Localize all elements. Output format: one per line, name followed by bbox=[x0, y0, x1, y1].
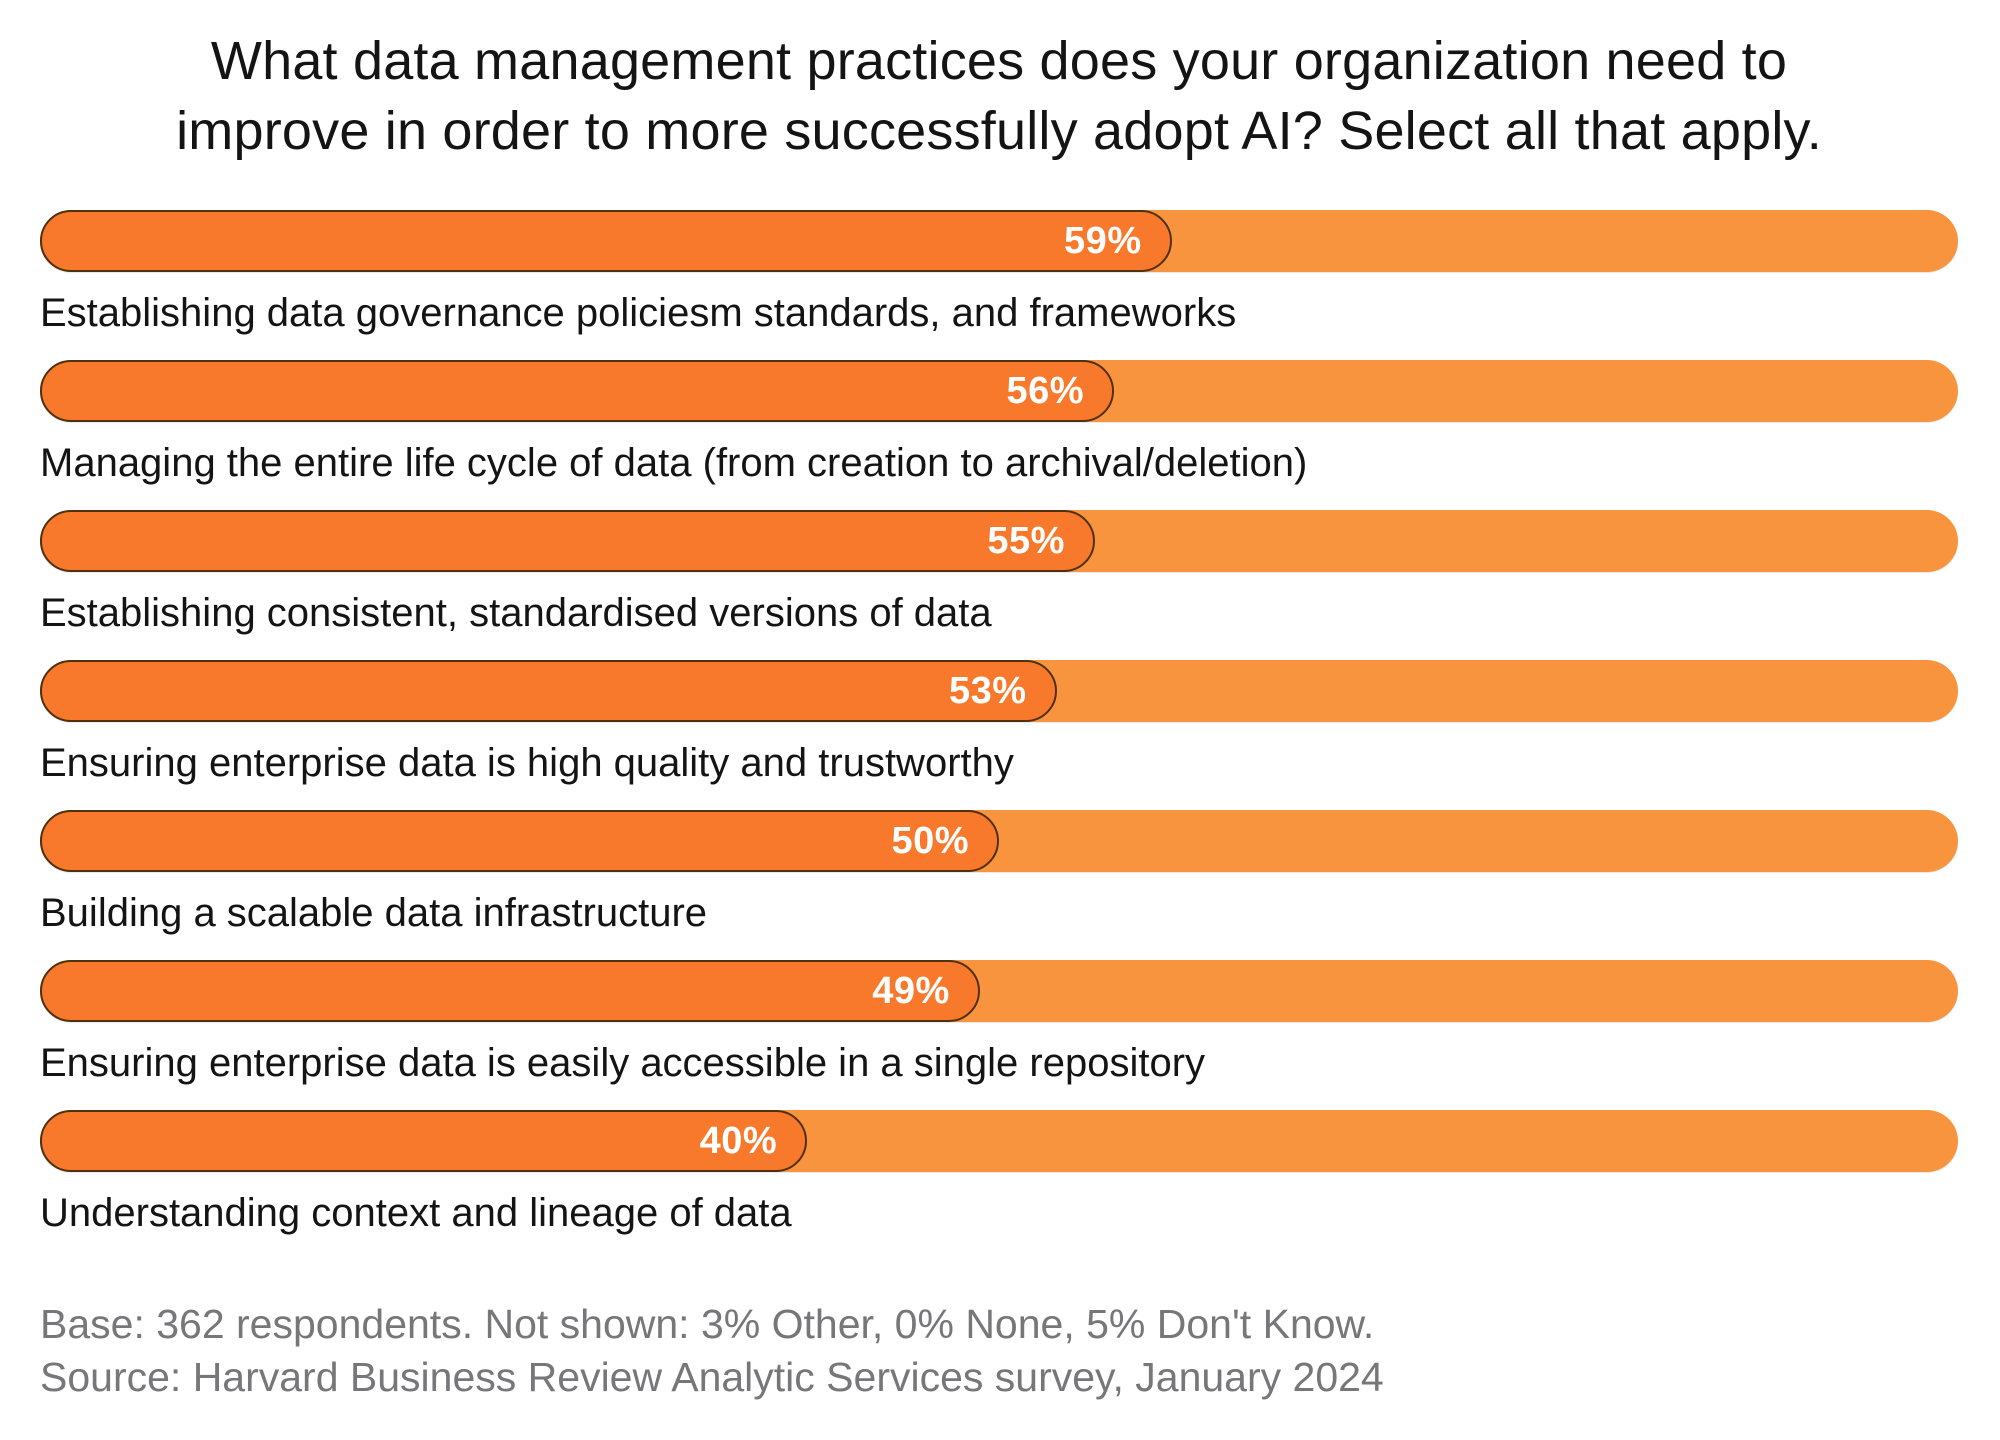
bar-value-label: 59% bbox=[1064, 219, 1142, 262]
footnotes bbox=[40, 1298, 1958, 1404]
bar-fill bbox=[40, 960, 980, 1022]
bar-fill bbox=[40, 210, 1172, 272]
chart-title-line1: What data management practices does your organization need to bbox=[210, 31, 1788, 91]
bar-value-label: 49% bbox=[872, 969, 950, 1012]
bar-value-label: 40% bbox=[699, 1119, 778, 1162]
bar-category-label: Ensuring enterprise data is high quality and trustworthy bbox=[40, 741, 1014, 785]
bar-category-label: Building a scalable data infrastructure bbox=[40, 891, 708, 935]
bar-row bbox=[40, 960, 1958, 1110]
bar-fill bbox=[40, 360, 1114, 422]
survey-chart-page bbox=[0, 26, 2000, 1440]
bar-track bbox=[40, 1110, 1958, 1172]
bar-value-label: 56% bbox=[1006, 369, 1085, 412]
bar-row bbox=[40, 210, 1958, 360]
chart-title-line2: improve in order to more successfully adopt AI? Select all that apply. bbox=[176, 101, 1822, 161]
bar-fill bbox=[40, 660, 1057, 722]
bar-fill bbox=[40, 1110, 807, 1172]
bar-fill bbox=[40, 810, 999, 872]
bar-track bbox=[40, 660, 1958, 722]
bar-category-label: Understanding context and lineage of data bbox=[40, 1191, 792, 1235]
bar-track bbox=[40, 510, 1958, 572]
bar-row bbox=[40, 810, 1958, 960]
bar-value-label: 53% bbox=[948, 669, 1027, 712]
source-note: Source: Harvard Business Review Analytic Services survey, January 2024 bbox=[40, 1354, 1384, 1400]
bar-category-label: Establishing consistent, standardised versions of data bbox=[40, 591, 992, 635]
bar-track bbox=[40, 360, 1958, 422]
chart-title bbox=[40, 26, 1958, 166]
bar-category-label: Ensuring enterprise data is easily accessible in a single repository bbox=[40, 1041, 1206, 1085]
bar-row bbox=[40, 660, 1958, 810]
bar-row bbox=[40, 1110, 1958, 1260]
bar-track bbox=[40, 810, 1958, 872]
bar-category-label: Establishing data governance policiesm standards, and frameworks bbox=[40, 291, 1237, 335]
bar-track bbox=[40, 960, 1958, 1022]
bar-track bbox=[40, 210, 1958, 272]
base-note: Base: 362 respondents. Not shown: 3% Other, 0% None, 5% Don't Know. bbox=[40, 1301, 1375, 1347]
bar-chart bbox=[40, 210, 1958, 1260]
bar-row bbox=[40, 510, 1958, 660]
bar-value-label: 50% bbox=[891, 819, 969, 862]
bar-row bbox=[40, 360, 1958, 510]
bar-category-label: Managing the entire life cycle of data (from creation to archival/deletion) bbox=[40, 441, 1308, 485]
bar-value-label: 55% bbox=[987, 519, 1065, 562]
bar-fill bbox=[40, 510, 1095, 572]
